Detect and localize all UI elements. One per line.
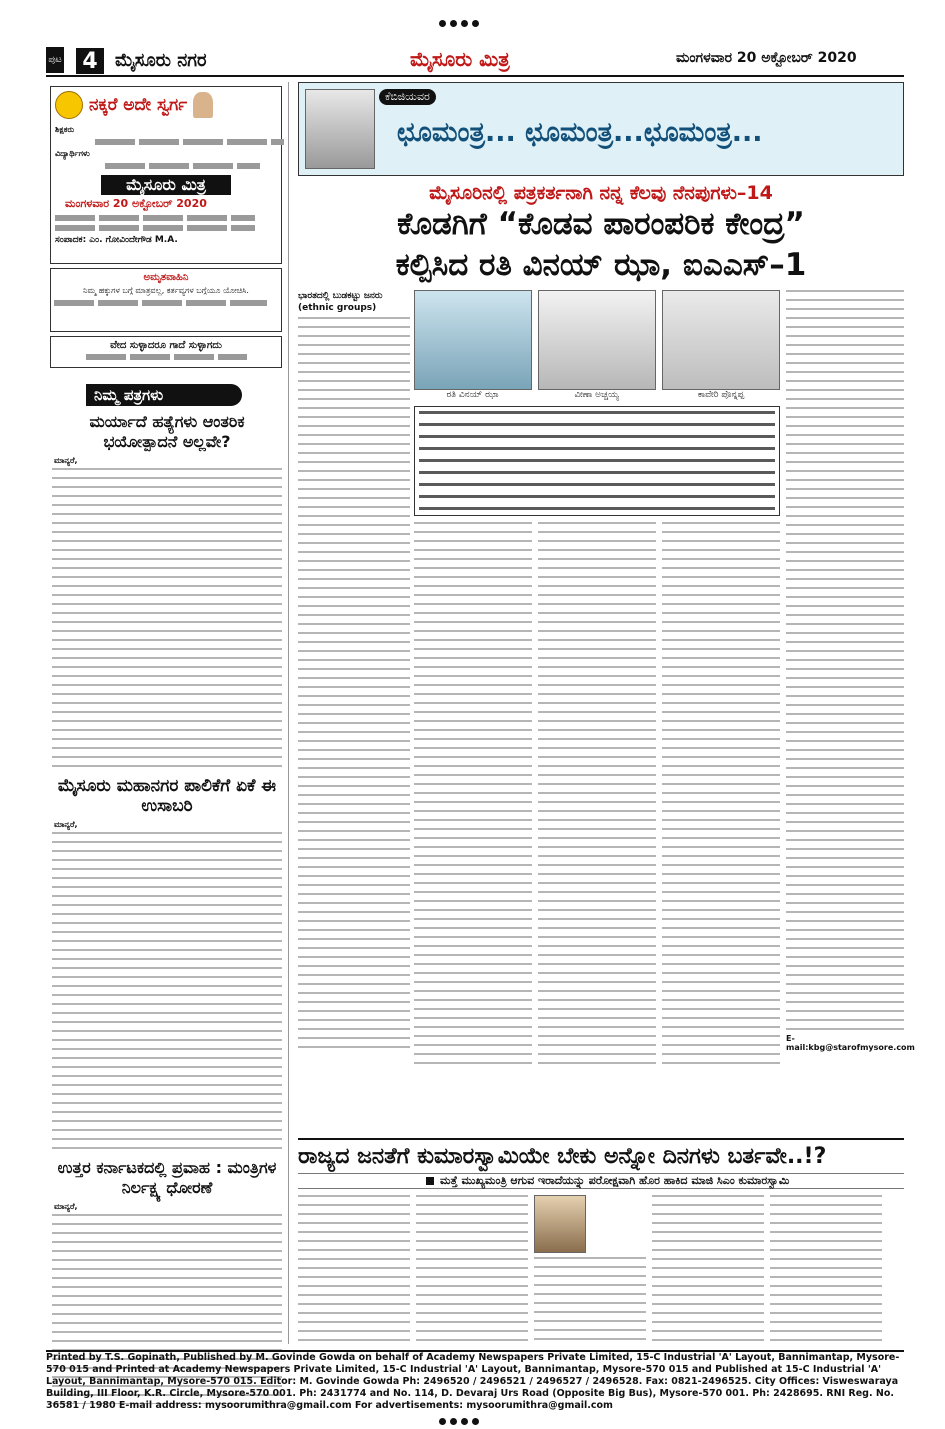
imprint-footer: Printed by T.S. Gopinath, Published by M. Govinde Gowda on behalf of Academy Newspapers Private Limited, 15-C Industrial 'A' Layout, Bannimantap, Mysore-570 015 and Printed at Academy Newspapers Private Limited, 15-C Industrial 'A' Layout, Bannimantap, Mysore-570 015 and Published at 15-C Industrial 'A' Layout, Bannimantap, Mysore-570 015. Editor: M. Govinde Gowda Ph: 2496520 / 2496521 / 2496527 / 2496528. Fax: 0821-2496525. City Offices: Visweswaraya Building, III Floor, K.R. Circle, Mysore-570 001. Ph: 2431774 and No. 114, D. Devaraj Urs Road (Opposite Big Bus), Mysore-570 001. Ph: 2428695. RNI Reg. No. 36581 / 1980 E-mail address: mysoorumithra@gmail.com For advertisements: mysoorumithra@gmail.com (46, 1350, 904, 1412)
letter3-title: ಉತ್ತರ ಕರ್ನಾಟಕದಲ್ಲಿ ಪ್ರವಾಹ : ಮಂತ್ರಿಗಳ ನಿರ್ಲಕ್ಷ್ಯ ಧೋರಣೆ (57, 1158, 277, 1197)
letter1-body (52, 468, 282, 768)
letter3-salute: ಮಾನ್ಯರೆ, (54, 1202, 78, 1211)
quote-box (50, 268, 282, 332)
laughing-face-icon (55, 91, 83, 119)
letter1-salute: ಮಾನ್ಯರೆ, (54, 456, 78, 465)
bottom-story (298, 1138, 904, 1344)
photo-rathi-vinay-jha (414, 290, 532, 390)
mini-date: ಮಂಗಳವಾರ 20 ಅಕ್ಟೋಬರ್ 2020 (65, 197, 207, 210)
bottom-col-5 (770, 1195, 882, 1345)
caption-kaveri: ಕಾವೇರಿ ಪೊನ್ನಪ್ಪ (697, 390, 745, 400)
letter2-body (52, 832, 282, 1150)
column-title: ಛೂಮಂತ್ರ... ಛೂಮಂತ್ರ...ಛೂಮಂತ್ರ... (397, 117, 763, 148)
letter1-title: ಮರ್ಯಾದೆ ಹತ್ಯೆಗಳು ಆಂತರಿಕ ಭಯೋತ್ಪಾದನೆ ಅಲ್ಲವೇ? (89, 412, 245, 451)
column-header (298, 82, 904, 176)
photo-kumaraswamy (534, 1195, 586, 1253)
letters-banner: ನಿಮ್ಮ ಪತ್ರಗಳು (86, 384, 242, 406)
section-name: ಮೈಸೂರು ನಗರ (115, 50, 207, 71)
caption-veena: ವೀಣಾ ಅಚ್ಚಯ್ಯ (574, 390, 619, 400)
bottom-subhead: ಮತ್ತೆ ಮುಖ್ಯಮಂತ್ರಿ ಆಗುವ ಇರಾದೆಯನ್ನು ಪರೋಕ್ಷವಾಗಿ ಹೊರ ಹಾಕಿದ ಮಾಜಿ ಸಿಎಂ ಕುಮಾರಸ್ವಾಮಿ (440, 1174, 790, 1187)
cartoon-icon (193, 92, 213, 118)
column-story (298, 82, 915, 1068)
bullet-icon (426, 1177, 434, 1185)
proverb: ವೇದ ಸುಳ್ಳಾದರೂ ಗಾದೆ ಸುಳ್ಳಾಗದು (110, 340, 222, 351)
bottom-col-4 (652, 1195, 764, 1345)
bottom-headline: ರಾಜ್ಯದ ಜನತೆಗೆ ಕುಮಾರಸ್ವಾಮಿಯೇ ಬೇಕು ಅನ್ನೋ ದಿನಗಳು ಬರ್ತವೇ..!? (298, 1138, 904, 1169)
quote-body: ನಿಮ್ಮ ಹಕ್ಕುಗಳ ಬಗ್ಗೆ ಮಾತ್ರವಲ್ಲ, ಕರ್ತವ್ಯಗಳ ಬಗ್ಗೆಯೂ ಯೋಚಿಸಿ. (83, 286, 249, 295)
author-email: E-mail:kbg@starofmysore.com (786, 1034, 915, 1052)
print-marks-bottom (437, 1410, 481, 1429)
humor-question-label: ಶಿಕ್ಷಕರು (55, 125, 75, 134)
left-column (46, 82, 289, 1344)
column-author: ಕೆಬಿಜಿಯವರ (379, 89, 436, 105)
story-kicker: ಮೈಸೂರಿನಲ್ಲಿ ಪತ್ರಕರ್ತನಾಗಿ ನನ್ನ ಕೆಲವು ನೆನಪುಗಳು–14 (429, 182, 773, 204)
page-number: 4 (76, 48, 104, 74)
proverb-box (50, 336, 282, 368)
pull-quote (414, 406, 780, 516)
quote-title: ಅಮೃತವಾಹಿನಿ (143, 272, 189, 283)
story-lead-in: ಭಾರತದಲ್ಲಿ ಬುಡಕಟ್ಟು ಜನರು (ethnic groups) (298, 290, 410, 314)
humor-box (50, 86, 282, 264)
bottom-col-2 (416, 1195, 528, 1345)
story-col-3 (538, 522, 656, 1068)
print-marks-top (437, 12, 481, 31)
page-label: ಪುಟ (46, 47, 64, 73)
humor-title: ನಕ್ಕರೆ ಅದೇ ಸ್ವರ್ಗ (89, 95, 188, 115)
bottom-col-1 (298, 1195, 410, 1345)
caption-rathi: ರತಿ ವಿನಯ್ ಝಾ (446, 390, 499, 400)
brand-logo: ಮೈಸೂರು ಮಿತ್ರ (410, 47, 510, 71)
story-col-4 (662, 522, 780, 1068)
issue-date: ಮಂಗಳವಾರ 20 ಅಕ್ಟೋಬರ್ 2020 (676, 50, 857, 66)
story-col-2 (414, 522, 532, 1068)
story-headline-2: ಕಲ್ಪಿಸಿದ ರತಿ ವಿನಯ್ ಝಾ, ಐಎಎಸ್–1 (395, 247, 807, 283)
photo-veena-achaiah (538, 290, 656, 390)
photo-kaveri-ponnappa (662, 290, 780, 390)
humor-answer-label: ವಿದ್ಯಾರ್ಥಿಗಳು (55, 149, 90, 158)
letter2-title: ಮೈಸೂರು ಮಹಾನಗರ ಪಾಲಿಕೆಗೆ ಏಕೆ ಈ ಉಸಾಬರಿ (57, 776, 277, 816)
letter2-salute: ಮಾನ್ಯರೆ, (54, 820, 78, 829)
editor-line: ಸಂಪಾದಕ: ಎಂ. ಗೋವಿಂದೇಗೌಡ M.A. (55, 235, 178, 245)
mini-masthead: ಮೈಸೂರು ಮಿತ್ರ (101, 175, 231, 195)
story-col-5 (786, 290, 904, 1030)
story-intro-col (298, 290, 410, 1050)
story-headline-1: ಕೊಡಗಿಗೆ “ಕೊಡವ ಪಾರಂಪರಿಕ ಕೇಂದ್ರ” (397, 206, 805, 242)
author-photo (305, 89, 375, 169)
bottom-col-3 (534, 1257, 646, 1347)
